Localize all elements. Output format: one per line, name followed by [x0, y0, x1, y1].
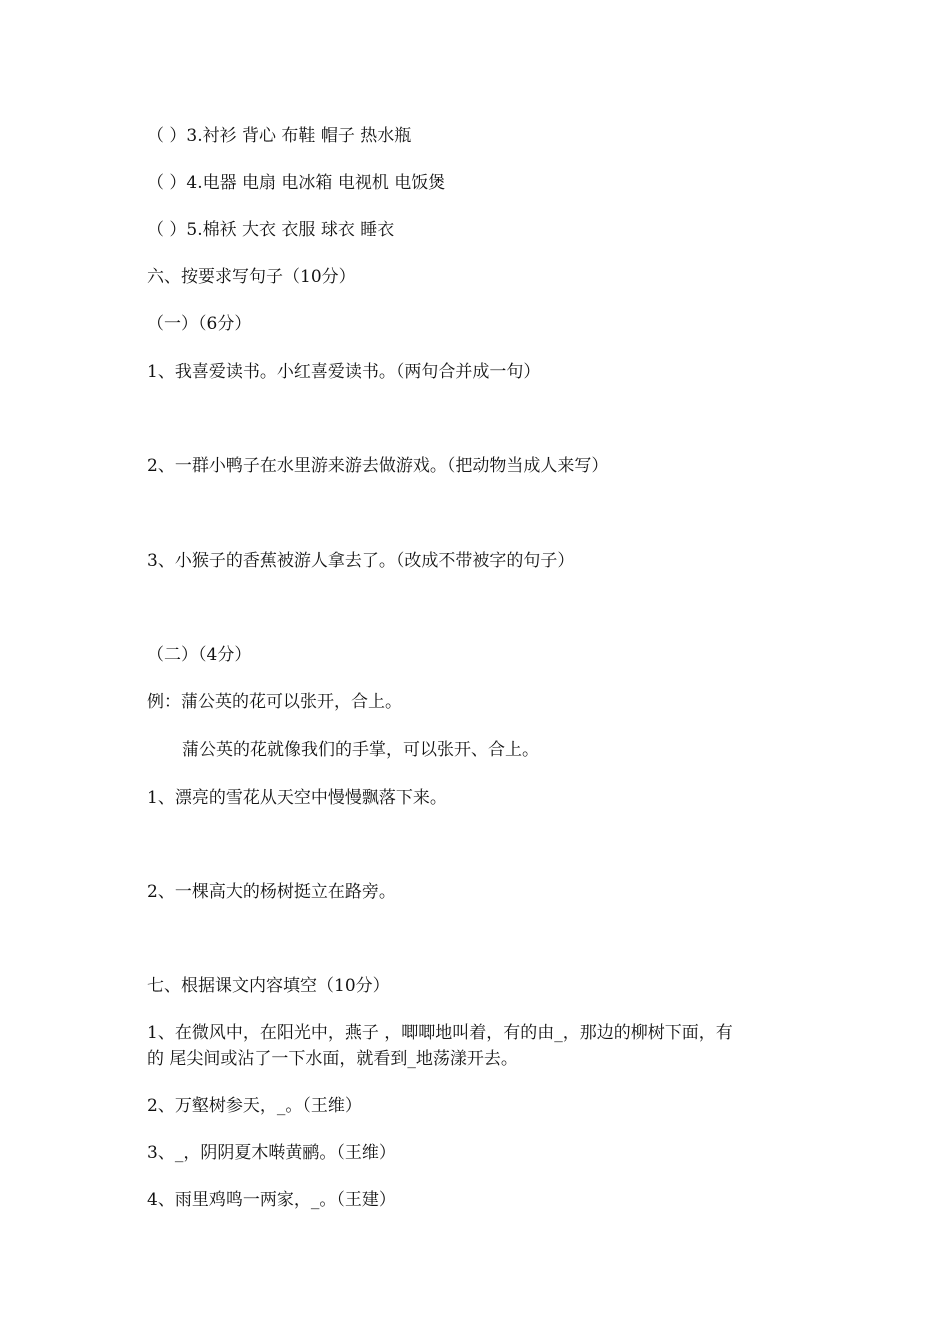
section7-item-4: 4、雨里鸡鸣一两家，_。（王建） [147, 1190, 396, 1210]
section6-part2-heading: （二）（4分） [147, 645, 252, 665]
section7-item-3: 3、_，阴阴夏木啭黄鹂。（王维） [147, 1143, 396, 1163]
section7-heading: 七、根据课文内容填空（10分） [147, 976, 390, 996]
choice-item-4: （ ）4.电器 电扇 电冰箱 电视机 电饭煲 [147, 173, 446, 193]
section7-item-1-line-2: 的 尾尖间或沾了一下水面，就看到_地荡漾开去。 [147, 1049, 518, 1069]
example-line-2: 蒲公英的花就像我们的手掌，可以张开、合上。 [182, 740, 539, 760]
section6-part1-heading: （一）（6分） [147, 314, 252, 334]
section6-part1-item-2: 2、一群小鸭子在水里游来游去做游戏。（把动物当成人来写） [147, 456, 609, 476]
choice-item-5: （ ）5.棉袄 大衣 衣服 球衣 睡衣 [147, 220, 395, 240]
section6-part1-item-1: 1、我喜爱读书。小红喜爱读书。（两句合并成一句） [147, 362, 541, 382]
section7-item-2: 2、万壑树参天，_。（王维） [147, 1096, 362, 1116]
choice-item-3: （ ）3.衬衫 背心 布鞋 帽子 热水瓶 [147, 126, 412, 146]
section6-heading: 六、按要求写句子（10分） [147, 267, 356, 287]
example-line-1: 例：蒲公英的花可以张开，合上。 [147, 692, 402, 712]
section6-part2-item-1: 1、漂亮的雪花从天空中慢慢飘落下来。 [147, 788, 447, 808]
section6-part1-item-3: 3、小猴子的香蕉被游人拿去了。（改成不带被字的句子） [147, 551, 575, 571]
section6-part2-item-2: 2、一棵高大的杨树挺立在路旁。 [147, 882, 396, 902]
section7-item-1-line-1: 1、在微风中，在阳光中，燕子 ，唧唧地叫着，有的由_，那边的柳树下面，有 [147, 1023, 733, 1043]
